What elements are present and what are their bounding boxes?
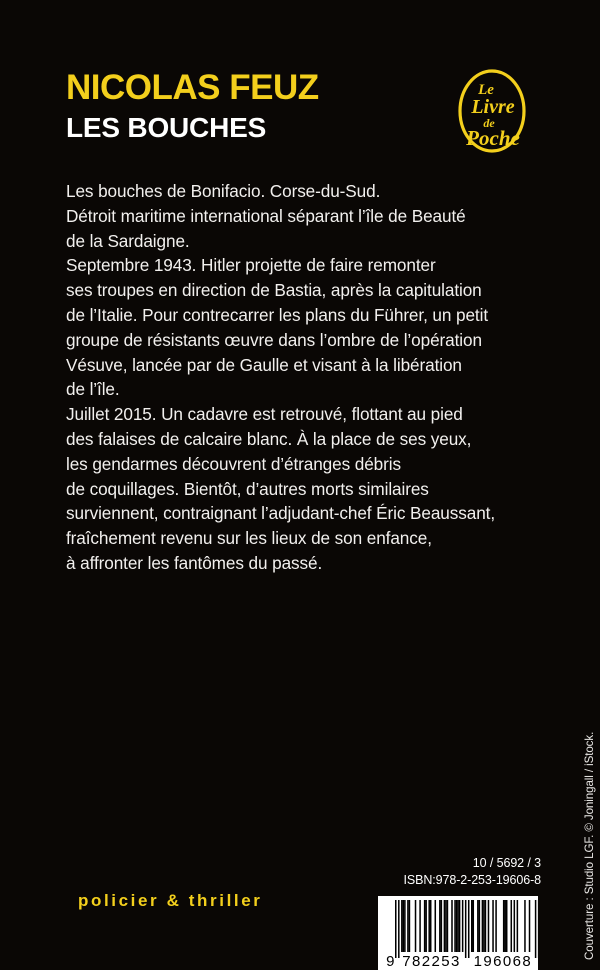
publisher-logo-livre-de-poche xyxy=(452,67,532,155)
synopsis-line: les gendarmes découvrent d’étranges débris xyxy=(66,453,401,474)
synopsis-line: de l’Italie. Pour contrecarrer les plans du Führer, un petit xyxy=(66,304,489,325)
synopsis-line: des falaises de calcaire blanc. À la place de ses yeux, xyxy=(66,428,472,449)
svg-text:196068: 196068 xyxy=(473,953,533,970)
isbn-text: ISBN:978-2-253-19606-8 xyxy=(403,873,541,887)
author-name: NICOLAS FEUZ xyxy=(66,68,319,107)
synopsis-paragraph xyxy=(66,179,546,253)
synopsis-line: Vésuve, lancée par de Gaulle et visant à la libération xyxy=(66,354,462,375)
logo-text-de: de xyxy=(483,116,495,130)
logo-text-livre: Livre xyxy=(471,96,515,118)
cover-credit xyxy=(580,660,598,960)
synopsis-line: Détroit maritime international séparant l’île de Beauté xyxy=(66,205,466,226)
synopsis-line: de l’île. xyxy=(66,379,120,400)
genre-label: policier & thriller xyxy=(78,891,263,910)
synopsis-line: de la Sardaigne. xyxy=(66,230,190,251)
synopsis-line: fraîchement revenu sur les lieux de son enfance, xyxy=(66,528,432,549)
synopsis-line: à affronter les fantômes du passé. xyxy=(66,552,323,573)
barcode-bars-icon xyxy=(378,896,538,970)
book-title: LES BOUCHES xyxy=(66,112,267,143)
synopsis-line: ses troupes en direction de Bastia, après la capitulation xyxy=(66,280,482,301)
price-code: 10 / 5692 / 3 xyxy=(472,856,541,870)
synopsis-text xyxy=(66,179,546,576)
synopsis-line: Juillet 2015. Un cadavre est retrouvé, flottant au pied xyxy=(66,404,463,425)
synopsis-paragraph xyxy=(66,253,546,402)
svg-text:9: 9 xyxy=(386,953,396,970)
ean13-barcode xyxy=(378,896,538,970)
logo-oval-icon xyxy=(452,67,532,155)
code-block xyxy=(404,855,541,889)
synopsis-paragraph xyxy=(66,402,546,576)
synopsis-line: groupe de résistants œuvre dans l’ombre de l’opération xyxy=(66,329,482,350)
cover-credit-text: Couverture : Studio LGF. © Joningall / iStock. xyxy=(583,731,596,960)
synopsis-line: Septembre 1943. Hitler projette de faire remonter xyxy=(66,255,436,276)
logo-text-le: Le xyxy=(478,82,494,98)
logo-text-poche: Poche xyxy=(466,126,520,150)
svg-text:782253: 782253 xyxy=(402,953,461,970)
synopsis-line: Les bouches de Bonifacio. Corse-du-Sud. xyxy=(66,181,381,201)
synopsis-line: surviennent, contraignant l’adjudant-chef Éric Beaussant, xyxy=(66,503,496,524)
synopsis-line: de coquillages. Bientôt, d’autres morts similaires xyxy=(66,478,429,499)
